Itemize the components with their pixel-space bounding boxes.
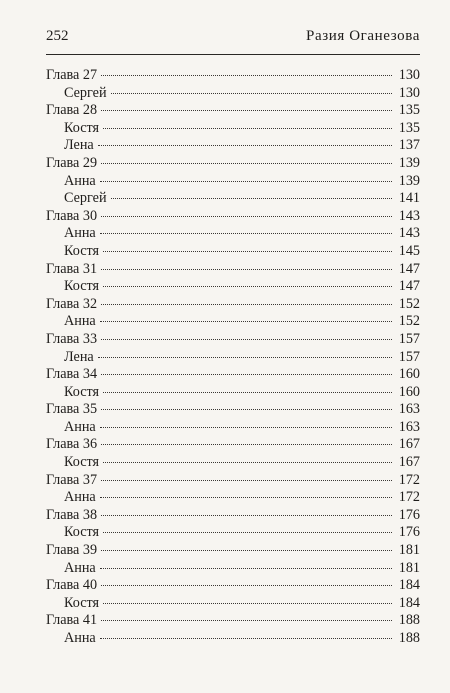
dot-leader (101, 269, 392, 270)
dot-leader (111, 93, 392, 94)
dot-leader (100, 638, 392, 639)
toc-entry-page-number: 188 (398, 612, 420, 629)
dot-leader (101, 550, 392, 551)
toc-entry-label: Глава 32 (46, 295, 98, 312)
toc-entry-label: Анна (64, 418, 96, 435)
toc-entry-page-number: 181 (398, 542, 420, 559)
dot-leader (101, 163, 392, 164)
toc-subentry (46, 278, 420, 296)
toc-subentry (46, 190, 420, 208)
toc-entry-label: Костя (64, 383, 100, 400)
toc-entry-page-number: 139 (398, 172, 420, 189)
toc-entry-page-number: 181 (398, 559, 420, 576)
dot-leader (101, 75, 392, 76)
toc-subentry (46, 137, 420, 155)
dot-leader (101, 444, 392, 445)
toc-entry-label: Глава 33 (46, 330, 98, 347)
toc-entry-label: Костя (64, 524, 100, 541)
toc-entry-label: Анна (64, 559, 96, 576)
dot-leader (103, 251, 392, 252)
toc-entry-label: Глава 29 (46, 154, 98, 171)
toc-entry-label: Костя (64, 242, 100, 259)
toc-entry-page-number: 160 (398, 366, 420, 383)
running-title: Разия Оганезова (306, 28, 420, 44)
page-number: 252 (46, 28, 69, 44)
table-of-contents (46, 67, 420, 648)
toc-entry-label: Глава 27 (46, 67, 98, 83)
toc-entry-page-number: 157 (398, 348, 420, 365)
toc-entry-page-number: 135 (398, 102, 420, 119)
dot-leader (103, 392, 392, 393)
toc-chapter-entry (46, 577, 420, 595)
toc-entry-label: Глава 34 (46, 366, 98, 383)
toc-entry-label: Глава 40 (46, 577, 98, 594)
toc-entry-label: Глава 37 (46, 471, 98, 488)
toc-entry-page-number: 143 (398, 225, 420, 242)
toc-chapter-entry (46, 102, 420, 120)
dot-leader (101, 409, 392, 410)
toc-subentry (46, 120, 420, 138)
toc-entry-label: Анна (64, 172, 96, 189)
toc-chapter-entry (46, 507, 420, 525)
toc-subentry (46, 349, 420, 367)
dot-leader (103, 286, 392, 287)
dot-leader (100, 568, 392, 569)
toc-entry-label: Анна (64, 630, 96, 646)
dot-leader (101, 339, 392, 340)
dot-leader (101, 216, 392, 217)
dot-leader (101, 585, 392, 586)
dot-leader (103, 128, 392, 129)
toc-entry-page-number: 135 (398, 119, 420, 136)
toc-entry-page-number: 163 (398, 401, 420, 418)
toc-entry-page-number: 143 (398, 207, 420, 224)
toc-entry-label: Глава 28 (46, 102, 98, 119)
toc-entry-label: Лена (64, 137, 94, 154)
dot-leader (103, 532, 392, 533)
toc-entry-page-number: 163 (398, 418, 420, 435)
toc-subentry (46, 524, 420, 542)
toc-entry-page-number: 152 (398, 313, 420, 330)
toc-subentry (46, 560, 420, 578)
toc-chapter-entry (46, 542, 420, 560)
toc-subentry (46, 489, 420, 507)
dot-leader (101, 110, 392, 111)
toc-entry-label: Сергей (64, 190, 107, 207)
dot-leader (101, 620, 392, 621)
toc-entry-page-number: 184 (398, 577, 420, 594)
toc-entry-page-number: 172 (398, 489, 420, 506)
toc-entry-label: Глава 38 (46, 506, 98, 523)
toc-chapter-entry (46, 67, 420, 85)
toc-entry-label: Анна (64, 313, 96, 330)
toc-entry-page-number: 139 (398, 154, 420, 171)
toc-entry-label: Анна (64, 489, 96, 506)
toc-subentry (46, 630, 420, 648)
toc-entry-page-number: 176 (398, 524, 420, 541)
dot-leader (98, 145, 392, 146)
toc-entry-label: Анна (64, 225, 96, 242)
toc-chapter-entry (46, 155, 420, 173)
toc-entry-page-number: 167 (398, 436, 420, 453)
toc-entry-label: Глава 35 (46, 401, 98, 418)
toc-entry-page-number: 141 (398, 190, 420, 207)
toc-subentry (46, 595, 420, 613)
toc-entry-page-number: 172 (398, 471, 420, 488)
dot-leader (103, 462, 392, 463)
toc-entry-label: Глава 39 (46, 542, 98, 559)
toc-entry-page-number: 188 (398, 630, 420, 646)
toc-chapter-entry (46, 612, 420, 630)
toc-chapter-entry (46, 401, 420, 419)
toc-entry-page-number: 152 (398, 295, 420, 312)
toc-entry-page-number: 147 (398, 278, 420, 295)
toc-entry-page-number: 137 (398, 137, 420, 154)
toc-chapter-entry (46, 296, 420, 314)
toc-chapter-entry (46, 472, 420, 490)
toc-entry-page-number: 130 (398, 84, 420, 101)
toc-entry-label: Глава 41 (46, 612, 98, 629)
toc-entry-page-number: 157 (398, 330, 420, 347)
toc-entry-page-number: 167 (398, 454, 420, 471)
toc-entry-page-number: 160 (398, 383, 420, 400)
toc-entry-label: Костя (64, 119, 100, 136)
toc-entry-page-number: 147 (398, 260, 420, 277)
toc-subentry (46, 419, 420, 437)
toc-entry-label: Глава 30 (46, 207, 98, 224)
toc-chapter-entry (46, 208, 420, 226)
toc-subentry (46, 454, 420, 472)
toc-chapter-entry (46, 436, 420, 454)
dot-leader (101, 515, 392, 516)
dot-leader (101, 374, 392, 375)
toc-entry-label: Сергей (64, 84, 107, 101)
toc-entry-label: Костя (64, 454, 100, 471)
dot-leader (100, 427, 392, 428)
toc-entry-page-number: 145 (398, 242, 420, 259)
toc-entry-label: Костя (64, 594, 100, 611)
dot-leader (100, 181, 392, 182)
dot-leader (100, 497, 392, 498)
toc-chapter-entry (46, 331, 420, 349)
toc-entry-page-number: 184 (398, 594, 420, 611)
toc-subentry (46, 225, 420, 243)
dot-leader (111, 198, 392, 199)
toc-entry-page-number: 130 (398, 67, 420, 83)
toc-subentry (46, 173, 420, 191)
toc-entry-label: Глава 36 (46, 436, 98, 453)
toc-entry-page-number: 176 (398, 506, 420, 523)
page-header (46, 26, 420, 55)
toc-subentry (46, 85, 420, 103)
dot-leader (98, 357, 392, 358)
dot-leader (100, 233, 392, 234)
dot-leader (101, 304, 392, 305)
dot-leader (100, 321, 392, 322)
toc-entry-label: Костя (64, 278, 100, 295)
dot-leader (101, 480, 392, 481)
toc-subentry (46, 313, 420, 331)
toc-subentry (46, 243, 420, 261)
toc-chapter-entry (46, 366, 420, 384)
toc-entry-label: Глава 31 (46, 260, 98, 277)
toc-subentry (46, 384, 420, 402)
toc-entry-label: Лена (64, 348, 94, 365)
dot-leader (103, 603, 392, 604)
toc-chapter-entry (46, 261, 420, 279)
